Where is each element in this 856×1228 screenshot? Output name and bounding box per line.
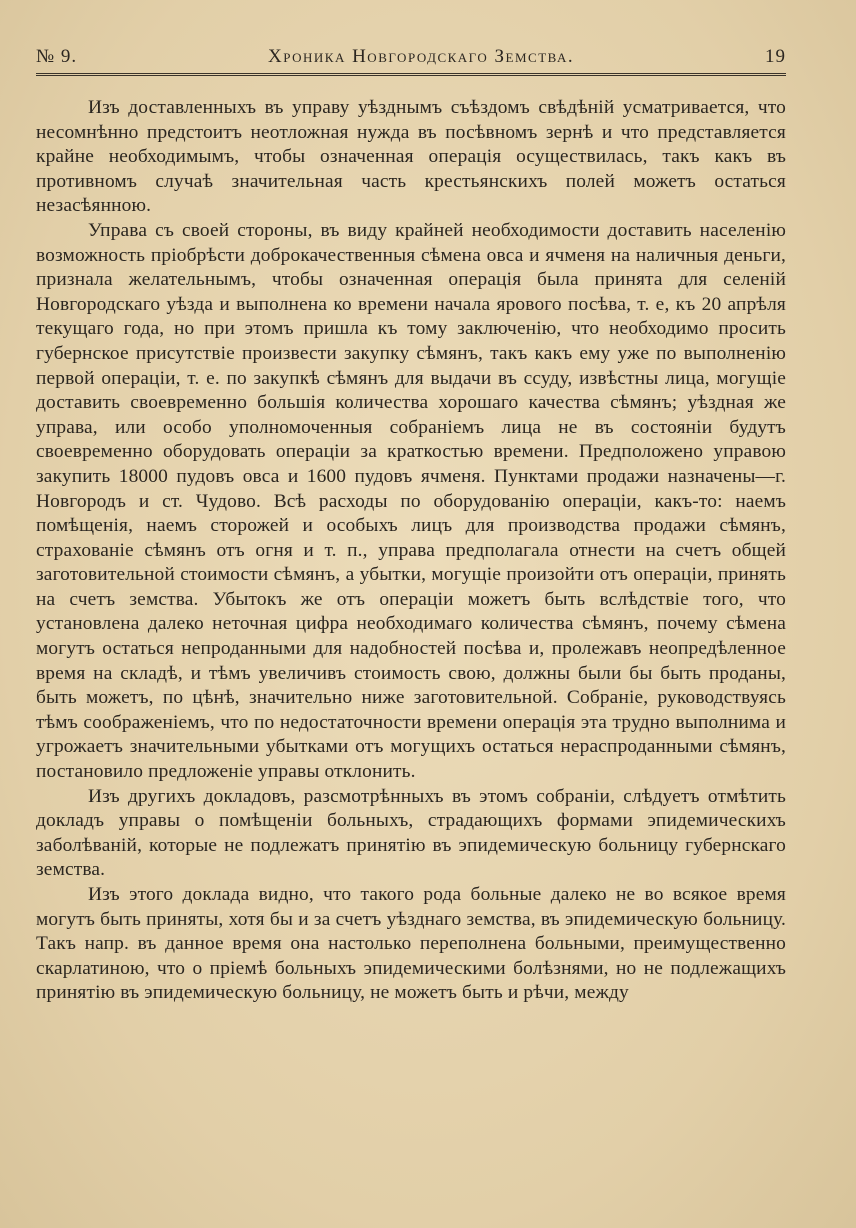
article-body	[36, 96, 786, 1006]
paragraph: Изъ другихъ докладовъ, разсмотрѣнныхъ въ этомъ собраніи, слѣдуетъ отмѣтить докладъ управы о помѣщеніи больныхъ, страдающихъ формами эпидемическихъ заболѣваній, которые не подлежатъ принятію въ эпидемическую больницу губернскаго земства.	[36, 785, 786, 881]
paragraph: Изъ доставленныхъ въ управу уѣзднымъ съѣздомъ свѣдѣній усматривается, что несомнѣнно предстоитъ неотложная нужда въ посѣвномъ зернѣ и что представляется крайне необходимымъ, чтобы означенная операція осуществилась, такъ какъ въ противномъ случаѣ значительная часть крестьянскихъ полей можетъ остаться незасѣянною.	[36, 97, 786, 217]
journal-title: Хроника Новгородскаго Земства.	[268, 46, 575, 67]
paragraph: Изъ этого доклада видно, что такого рода больные далеко не во всякое время могутъ быть приняты, хотя бы и за счетъ уѣзднаго земства, въ эпидемическую больницу. Такъ напр. въ данное время она настолько переполнена больными, преимущественно скарлатиною, что о пріемѣ больныхъ эпидемическими болѣзнями, но не подлежащихъ принятію въ эпидемическую больницу, не можетъ быть и рѣчи, между	[36, 884, 786, 1004]
issue-number: № 9.	[36, 46, 78, 67]
running-header	[36, 46, 786, 76]
paragraph: Управа съ своей стороны, въ виду крайней необходимости доставить населенію возможность пріобрѣсти доброкачественныя сѣмена овса и ячменя на наличныя деньги, признала желательнымъ, чтобы означенная операція была принята для селеній Новгородскаго уѣзда и выполнена ко времени начала ярового посѣва, т. е, къ 20 апрѣля текущаго года, но при этомъ пришла къ тому заключенію, что необходимо просить губернское присутствіе произвести закупку сѣмянъ, такъ какъ ему уже по выполненію первой операціи, т. е. по закупкѣ сѣмянъ для выдачи въ ссуду, извѣстны лица, могущіе доставить своевременно большія количества хорошаго качества сѣмянъ; уѣздная же управа, или особо уполномоченныя собраніемъ лица не въ состояніи будутъ своевременно оборудовать операціи за краткостью времени. Предположено управою закупить 18000 пудовъ овса и 1600 пудовъ ячменя. Пунктами продажи назначены—г. Новгородъ и ст. Чудово. Всѣ расходы по оборудованію операціи, какъ-то: наемъ помѣщенія, наемъ сторожей и особыхъ лицъ для производства продажи сѣмянъ, страхованіе сѣмянъ отъ огня и т. п., управа предполагала отнести на счетъ общей заготовительной стоимости сѣмянъ, а убытки, могущіе произойти отъ операціи, принять на счетъ земства. Убытокъ же отъ операціи можетъ быть вслѣдствіе того, что установлена далеко неточная цифра необходимаго количества сѣмянъ, почему сѣмена могутъ остаться непроданными для надобностей посѣва и, пролежавъ неопредѣленное время на складѣ, и тѣмъ увеличивъ стоимость свою, должны были бы быть проданы, быть можетъ, по цѣнѣ, значительно ниже заготовительной. Собраніе, руководствуясь тѣмъ соображеніемъ, что по недостаточности времени операція эта трудно выполнима и угрожаетъ значительными убытками отъ могущихъ остаться нераспроданными сѣмянъ, постановило предложеніе управы отклонить.	[36, 219, 786, 783]
page-number: 19	[764, 46, 786, 67]
